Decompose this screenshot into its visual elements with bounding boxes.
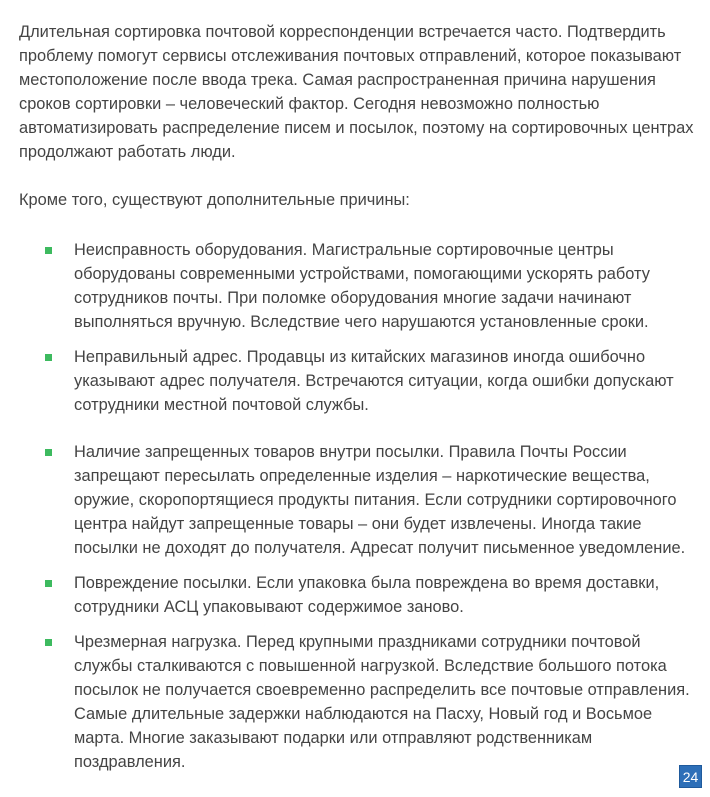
bullet-square-icon: [45, 639, 52, 646]
list-item: [19, 238, 699, 334]
list-item-text: Чрезмерная нагрузка. Перед крупными праздниками сотрудники почтовой службы сталкиваются с повышенной нагрузкой. Вследствие большого потока посылок не получается своевременно распределить все почтовые отправления. Самые длительные задержки наблюдаются на Пасху, Новый год и Восьмое марта. Многие заказывают подарки или отправляют родственникам поздравления.: [74, 633, 690, 771]
list-item: [19, 571, 699, 619]
bullet-square-icon: [45, 354, 52, 361]
list-item-text: Неправильный адрес. Продавцы из китайских магазинов иногда ошибочно указывают адрес получателя. Встречаются ситуации, когда ошибки допускают сотрудники местной почтовой службы.: [74, 348, 674, 414]
article-body: [19, 20, 699, 785]
page-number-badge[interactable]: 24: [679, 765, 702, 788]
list-item: [19, 440, 699, 560]
reasons-list: [19, 238, 699, 774]
intro-paragraph: Длительная сортировка почтовой корреспонденции встречается часто. Подтвердить проблему помогут сервисы отслеживания почтовых отправлений, которое показывают местоположение после ввода трека. Самая распространенная причина нарушения сроков сортировки – человеческий фактор. Сегодня невозможно полностью автоматизировать распределение писем и посылок, поэтому на сортировочных центрах продолжают работать люди.: [19, 23, 694, 161]
list-item-text: Неисправность оборудования. Магистральные сортировочные центры оборудованы современными устройствами, помогающими ускорять работу сотрудников почты. При поломке оборудования многие задачи начинают выполняться вручную. Вследствие чего нарушаются установленные сроки.: [74, 241, 650, 331]
bullet-square-icon: [45, 449, 52, 456]
list-item: [19, 630, 699, 774]
lead-paragraph: Кроме того, существуют дополнительные причины:: [19, 191, 410, 209]
bullet-square-icon: [45, 580, 52, 587]
list-item-text: Наличие запрещенных товаров внутри посылки. Правила Почты России запрещают пересылать определенные изделия – наркотические вещества, оружие, скоропортящиеся продукты питания. Если сотрудники сортировочного центра найдут запрещенные товары – они будет извлечены. Иногда такие посылки не доходят до получателя. Адресат получит письменное уведомление.: [74, 443, 686, 557]
bullet-square-icon: [45, 247, 52, 254]
list-item: [19, 345, 699, 417]
list-item-text: Повреждение посылки. Если упаковка была повреждена во время доставки, сотрудники АСЦ упаковывают содержимое заново.: [74, 574, 660, 616]
